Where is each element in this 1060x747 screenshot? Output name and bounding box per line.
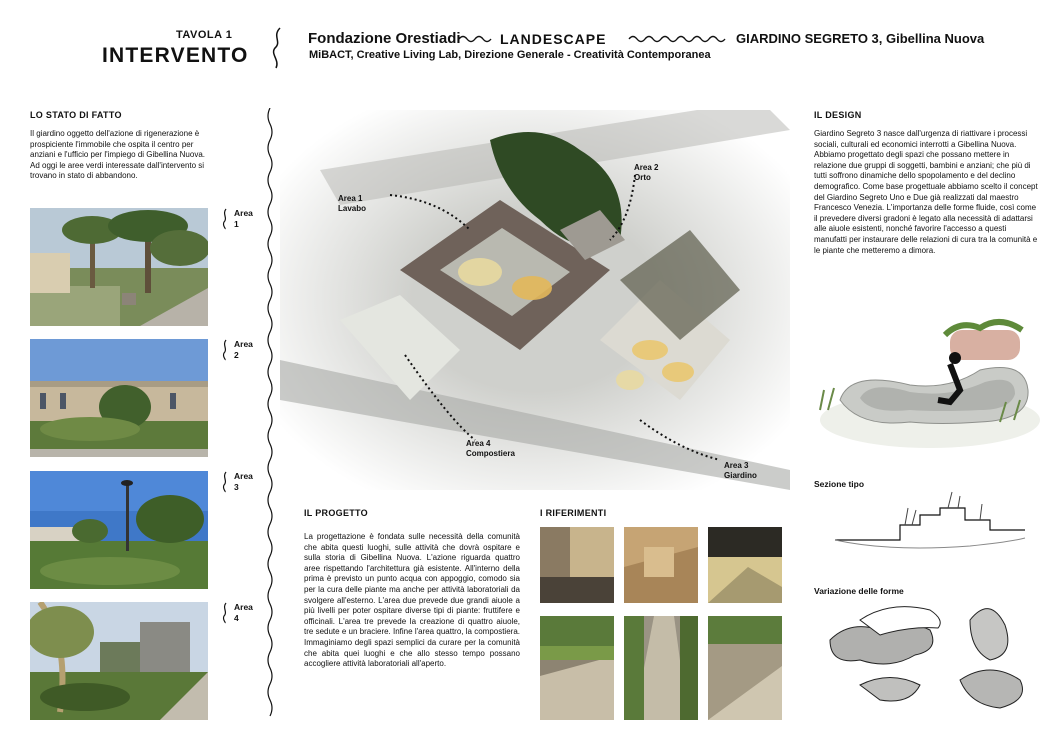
stato-text: Il giardino oggetto dell'azione di rigenerazione è prospiciente l'immobile che ospita il centro per anziani e l'ufficio per l'impiego di Gibellina Nuova. Ad oggi le aree verdi interessate dall'intervento si trovano in stato di abbandono. [30, 129, 206, 181]
reference-photo [624, 527, 698, 603]
area-3-marker [222, 471, 228, 493]
sheet-number: TAVOLA 1 [176, 29, 233, 41]
design-text: Giardino Segreto 3 nasce dall'urgenza di riattivare i processi sociali, culturali ed economici interrotti a Gibellina Nuova. Abbiamo progettato degli spazi che possano mettere in relazione due gruppi di soggetti, bambini e anziani; che più di tutti soffrono dinamiche dello spopolamento e del declino demografico. Come base progettuale abbiamo scelto il concept del Giardino Segreto Uno e Due già realizzati dal maestro Francesco Venezia. L'importanza delle forme fluide, così come il prevedere diversi gradoni è legato alla necessità di adattarsi alle aiuole esistenti, nonché favorire l'accesso a questi manufatti per instaurare delle relazioni di cura tra la comunità e le piante che metteremo a dimora. [814, 129, 1038, 255]
stato-title: LO STATO DI FATTO [30, 110, 122, 120]
variazione-title: Variazione delle forme [814, 586, 904, 596]
design-title: IL DESIGN [814, 110, 862, 120]
progetto-title: IL PROGETTO [304, 508, 368, 518]
sezione-title: Sezione tipo [814, 479, 865, 489]
area-4-marker [222, 602, 228, 624]
area-1-marker [222, 208, 228, 230]
area-2-label: Area 2 [234, 339, 253, 360]
reference-photo [708, 616, 782, 720]
map-label-area-3: Area 3 Giardino [724, 461, 757, 480]
reference-photo [624, 616, 698, 720]
area-3-photo [30, 471, 208, 589]
map-label-area-4: Area 4 Compostiera [466, 439, 515, 458]
wave-divider-icon [628, 34, 728, 44]
design-render [800, 310, 1040, 460]
vertical-divider [265, 108, 275, 723]
progetto-text: La progettazione è fondata sulle necessità della comunità che abita questi luoghi, sulle attività che dovrà ospitare e sulla storia di Gibellina Nuova. L'azione riguarda quattro aree rispettando l'architettura già esistente. All'interno della prima è previsto un punto acqua con appoggio, comodo sia per la cura delle piante ma anche per attività laboratoriali da svolgere all'esterno. L'area due prevede due grandi aiuole a più livelli per poter ospitare diverse tipi di piante: fruttifere e officinali. L'area tre prevede la creazione di quattro aiuole, tre sedute e un braciere. Infine l'area quattro, la compostiera. Immaginiamo degli spazi semplici da curare per la comunità che abita quei luoghi e che allo stesso tempo possano accogliere attività laboratoriali all'aperto. [304, 532, 520, 669]
reference-photo [708, 527, 782, 603]
area-1-label: Area 1 [234, 208, 253, 229]
area-2-marker [222, 339, 228, 361]
map-label-area-1: Area 1 Lavabo [338, 194, 367, 213]
wave-divider-icon [458, 34, 494, 44]
landescape-logo: LANDESCAPE [500, 31, 607, 47]
sheet-title: INTERVENTO [102, 44, 249, 67]
reference-photo [540, 527, 614, 603]
site-plan-map [280, 110, 790, 490]
project-title: GIARDINO SEGRETO 3, Gibellina Nuova [736, 31, 985, 46]
bracket-squiggle-icon [270, 26, 284, 70]
area-1-photo [30, 208, 208, 326]
map-label-area-2: Area 2 Orto [634, 163, 659, 182]
foundation-name: Fondazione Orestiadi [308, 30, 461, 47]
area-4-photo [30, 602, 208, 720]
reference-photo [540, 616, 614, 720]
riferimenti-title: I RIFERIMENTI [540, 508, 607, 518]
area-4-label: Area 4 [234, 602, 253, 623]
area-3-label: Area 3 [234, 471, 253, 492]
area-2-photo [30, 339, 208, 457]
project-subtitle: MiBACT, Creative Living Lab, Direzione Generale - Creatività Contemporanea [309, 49, 711, 61]
section-drawing [830, 490, 1030, 560]
form-variations-drawing [820, 600, 1040, 720]
